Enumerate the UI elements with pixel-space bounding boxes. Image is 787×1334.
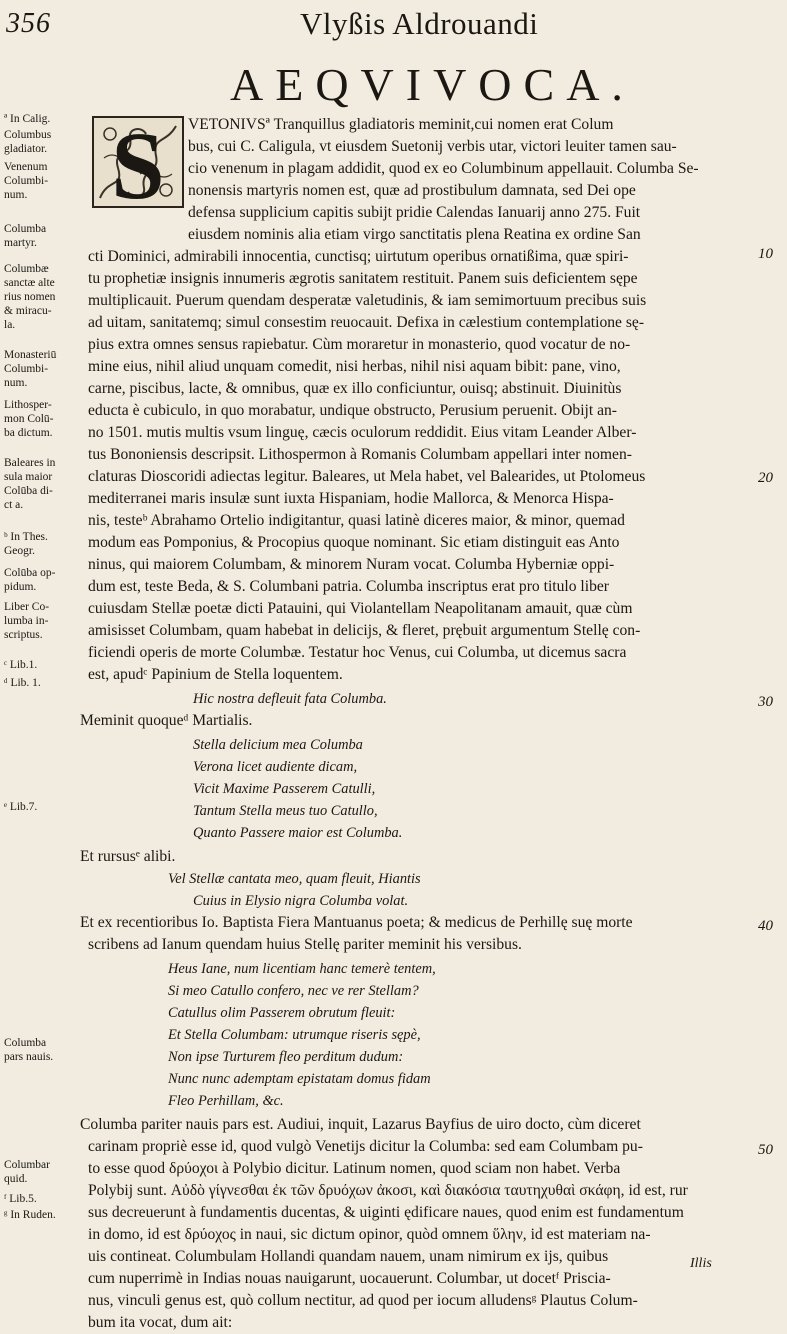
- text-line: mine eius, nihil aliud unquam comedit, nisi herbas, nihil nisi aquam bibit: pane, vino,: [88, 358, 621, 375]
- text-line: bum ita vocat, dum ait:: [88, 1314, 233, 1331]
- margin-note: ᵉ Lib.7.: [4, 801, 38, 813]
- text-line: nus, vinculi genus est, quò collum nectitur, ad quod per iocum alludensᵍ Plautus Colum-: [88, 1292, 638, 1309]
- margin-note: Columbus gladiator.: [4, 129, 52, 155]
- margin-note: Columbar quid.: [4, 1159, 50, 1185]
- text-line: scribens ad Ianum quendam huius Stellę pariter meminit his versibus.: [88, 936, 522, 953]
- verse-line: Vicit Maxime Passerem Catulli,: [193, 781, 376, 797]
- text-line: mediterranei maris insulæ sunt iuxta Hispaniam, hodie Mallorca, & Menorca Hispa-: [88, 490, 614, 507]
- text-line: Polybij sunt. Αὐδὸ γίγνεσθαι ἐκ τῶν δρυόχων ἀκοσι, καὶ διακόσια ταυτηχυθαὶ σκάφη, id est, rur: [88, 1182, 688, 1199]
- margin-note: Venenum Columbi- num.: [4, 161, 49, 201]
- margin-note: ᵍ In Ruden.: [4, 1209, 56, 1221]
- section-title: AEQVIVOCA.: [230, 59, 635, 110]
- catchword: Illis: [690, 1256, 712, 1271]
- text-line: ficiendi operis de morte Columbæ. Testatur hoc Venus, cui Columba, ut dicemus sacra: [88, 644, 627, 661]
- text-line: educta è cubiculo, in quo morabatur, undique obstructo, Perusium peruenit. Obijt an-: [88, 402, 617, 419]
- line-number: 10: [758, 246, 773, 262]
- verse-line: Si meo Catullo confero, nec ve rer Stellam?: [168, 983, 419, 999]
- text-line: cum nuperrimè in Indias nouas nauigarunt, uocauerunt. Columbar, ut docetᶠ Priscia-: [88, 1270, 611, 1287]
- text-line: est, apudᶜ Papinium de Stella loquentem.: [88, 666, 343, 683]
- text-line: modum eas Pomponius, & Procopius quoque nominant. Sic etiam distinguit eas Anto: [88, 534, 620, 551]
- margin-note: Baleares in sula maior Colūba di- ct a.: [4, 457, 56, 511]
- text-line: Columba pariter nauis pars est. Audiui, inquit, Lazarus Bayfius de uiro docto, cùm diceret: [80, 1116, 641, 1133]
- page-header: [0, 6, 787, 46]
- margin-note: Liber Co- lumba in- scriptus.: [4, 601, 50, 641]
- verse-line: Fleo Perhillam, &c.: [168, 1093, 284, 1109]
- text-line: carinam propriè esse id, quod vulgò Venetijs dicitur la Columba: sed eam Columbam pu-: [88, 1138, 643, 1155]
- text-line: cio venenum in plagam addidit, quod ex eo Columbinum appellauit. Columba Se-: [188, 160, 699, 177]
- margin-note: Colūba op- pidum.: [4, 567, 56, 593]
- margin-note: Columba martyr.: [4, 223, 47, 249]
- text-line: pius extra omnes sensus rapiebatur. Cùm moraretur in monasterio, quod vocatur de no-: [88, 336, 631, 353]
- text-line: Meminit quoqueᵈ Martialis.: [80, 712, 253, 729]
- text-line: carne, piscibus, lacte, & omnibus, quæ ex illo conficiuntur, ouisq; abstinuit. Diuinitùs: [88, 380, 622, 397]
- running-head: Vlyßis Aldrouandi: [300, 6, 539, 41]
- verse-line: Cuius in Elysio nigra Columba volat.: [193, 893, 409, 909]
- text-line: defensa supplicium capitis subijt pridie Calendas Ianuarij anno 275. Fuit: [188, 204, 641, 221]
- verse-line: Quanto Passere maior est Columba.: [193, 825, 403, 841]
- line-number: 20: [758, 470, 773, 486]
- margin-note: ª In Calig.: [4, 113, 51, 125]
- margin-note: ᵈ Lib. 1.: [4, 677, 41, 689]
- initial-letter: S: [111, 112, 165, 219]
- margin-note: Monasteriū Columbi- num.: [4, 349, 57, 389]
- margin-note: ᶠ Lib.5.: [4, 1193, 37, 1205]
- margin-note: Lithosper- mon Colū- ba dictum.: [4, 399, 54, 439]
- verse-line: Tantum Stella meus tuo Catullo,: [193, 803, 378, 819]
- text-line: bus, cui C. Caligula, vt eiusdem Suetonij verbis utar, victori leuiter tamen sau-: [188, 138, 677, 155]
- verse-line: Non ipse Turturem fleo perditum dudum:: [168, 1049, 404, 1065]
- verse-line: Nunc nunc ademptam epistatam domus fidam: [168, 1071, 431, 1087]
- margin-note: Columba pars nauis.: [4, 1037, 54, 1063]
- text-line: no 1501. mutis multis vsum linguę, cæcis oculorum reddidit. Eius vitam Leander Alber-: [88, 424, 637, 441]
- text-line: ad uitam, sanitatemq; simul consestim reuocauit. Defixa in cælestium contemplatione sę-: [88, 314, 645, 331]
- verse-line: Et Stella Columbam: utrumque riseris sępè,: [168, 1027, 421, 1043]
- text-line: cuiusdam Stellæ poetæ dicti Patauini, qui Violantellam Neapolitanam amauit, quæ cùm: [88, 600, 633, 617]
- text-line: cti Dominici, admirabili innocentia, cunctisq; uirtutum operibus ornatißima, quæ spiri-: [88, 248, 629, 265]
- decorated-initial: [92, 112, 184, 219]
- text-line: nis, testeᵇ Abrahamo Ortelio indigitantur, quasi latinè diceres maior, & minor, quemad: [88, 512, 625, 529]
- margin-note: ᶜ Lib.1.: [4, 659, 38, 671]
- text-line: dum est, teste Beda, & S. Columbani patria. Columba inscriptus erat pro titulo liber: [88, 578, 610, 595]
- text-line: nonensis martyris nomen est, quæ ad prostibulum damnata, sed Dei ope: [188, 182, 636, 199]
- verse-line: Vel Stellæ cantata meo, quam fleuit, Hiantis: [168, 871, 421, 887]
- line-number: 30: [758, 694, 773, 710]
- text-line: VETONIVSª Tranquillus gladiatoris meminit,cui nomen erat Colum: [188, 116, 614, 133]
- verse-line: Heus Iane, num licentiam hanc temerè tentem,: [168, 961, 436, 977]
- text-line: in domo, id est δρύοχος in naui, sic dictum opinor, quòd omnem ὕλην, id est materiam na-: [88, 1226, 651, 1243]
- text-line: claturas Dioscoridi adiectas legitur. Baleares, ut Mela habet, vel Balearides, ut Ptolomeus: [88, 468, 646, 485]
- text-line: Et rursusᵉ alibi.: [80, 848, 176, 865]
- line-number: 40: [758, 918, 773, 934]
- page-number: 356: [6, 8, 51, 39]
- text-line: amisisset Columbam, quam habebat in delicijs, & fleret, prębuit argumentum Stellę con-: [88, 622, 641, 639]
- text-line: multiplicauit. Puerum quendam desperatæ valetudinis, & iam semimortuum precibus suis: [88, 292, 647, 309]
- text-line: eiusdem nominis alia etiam virgo sanctitatis plena Reatina ex ordine San: [188, 226, 641, 243]
- margin-note: Columbæ sanctæ alte rius nomen & miracu- la.: [4, 263, 56, 331]
- verse-line: Verona licet audiente dicam,: [193, 759, 358, 775]
- verse-line: Stella delicium mea Columba: [193, 737, 363, 753]
- text-line: ninus, qui maiorem Columbam, & minorem Nuram vocat. Columba Hyberniæ oppi-: [88, 556, 615, 573]
- text-line: Et ex recentioribus Io. Baptista Fiera Mantuanus poeta; & medicus de Perhillę suę morte: [80, 914, 633, 931]
- text-line: to esse quod δρύοχοι à Polybio dicitur. Latinum nomen, quod sciam non habet. Verba: [88, 1160, 621, 1177]
- verse-line: Catullus olim Passerem obrutum fleuit:: [168, 1005, 396, 1021]
- text-line: uis contineat. Columbulam Hollandi quandam nauem, unam nimirum ex ijs, quibus: [88, 1248, 609, 1265]
- line-number: 50: [758, 1142, 773, 1158]
- verse-line: Hic nostra defleuit fata Columba.: [193, 691, 387, 707]
- text-line: tu prophetiæ insignis innumeris ægrotis sanitatem restituit. Panem suis deficientem sępe: [88, 270, 638, 287]
- text-line: sus decreuerunt à fundamentis ducentas, & uiginti ędificare naues, quod enim est fundamentum: [88, 1204, 684, 1221]
- margin-note: ᵇ In Thes. Geogr.: [4, 531, 48, 557]
- text-line: tus Bononiensis descripsit. Lithospermon à Romanis Columbam appellari inter nomen-: [88, 446, 632, 463]
